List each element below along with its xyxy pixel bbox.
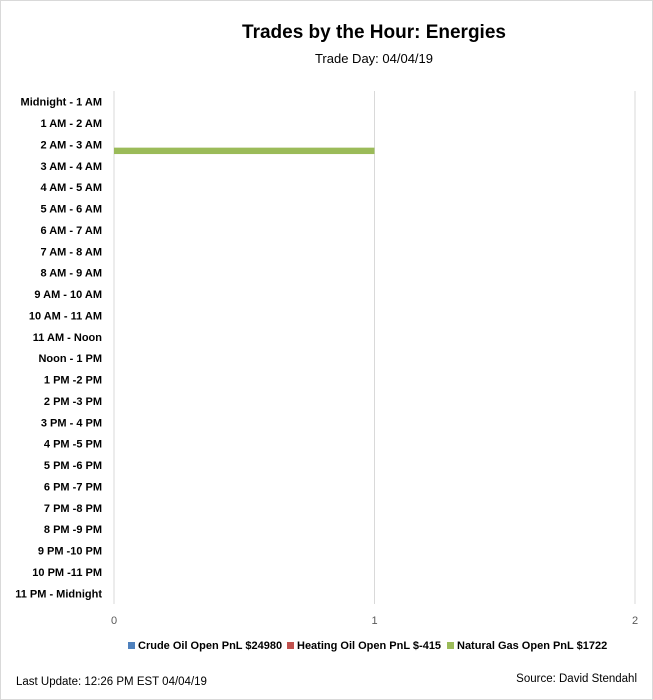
chart-title: Trades by the Hour: Energies: [242, 22, 506, 43]
y-category-label: 3 PM - 4 PM: [40, 417, 102, 430]
y-category-label: 10 PM -11 PM: [32, 566, 102, 579]
y-category-label: 11 AM - Noon: [32, 331, 102, 344]
x-tick-label: 1: [371, 615, 378, 627]
y-category-label: 3 AM - 4 AM: [40, 160, 102, 173]
y-category-label: 2 AM - 3 AM: [40, 139, 102, 152]
y-category-label: 7 AM - 8 AM: [40, 246, 102, 259]
last-update-text: Last Update: 12:26 PM EST 04/04/19: [16, 676, 207, 688]
y-category-label: Noon - 1 PM: [38, 353, 102, 366]
x-tick-label: 0: [110, 615, 118, 627]
y-category-label: 9 PM -10 PM: [37, 545, 102, 558]
y-category-label: 11 PM - Midnight: [15, 588, 102, 601]
y-category-label: 7 PM -8 PM: [43, 502, 102, 515]
legend-label: Natural Gas Open PnL $1722: [457, 640, 608, 652]
y-category-label: 10 AM - 11 AM: [28, 310, 102, 323]
y-category-label: 5 AM - 6 AM: [40, 203, 102, 216]
legend-label: Crude Oil Open PnL $24980: [138, 640, 283, 652]
y-category-label: 6 AM - 7 AM: [40, 224, 102, 237]
legend-swatch: [287, 642, 294, 649]
y-category-label: 2 PM -3 PM: [43, 395, 102, 408]
y-category-label: 5 PM -6 PM: [43, 460, 102, 473]
chart-subtitle: Trade Day: 04/04/19: [314, 51, 434, 66]
y-category-label: 4 PM -5 PM: [43, 438, 102, 451]
y-category-label: 8 PM -9 PM: [43, 524, 102, 537]
y-category-label: 4 AM - 5 AM: [40, 182, 102, 195]
y-category-label: 6 PM -7 PM: [43, 481, 102, 494]
y-category-label: 9 AM - 10 AM: [34, 289, 102, 302]
source-text: Source: David Stendahl: [516, 673, 637, 685]
legend-swatch: [447, 642, 454, 649]
bar: [114, 148, 375, 154]
legend-swatch: [128, 642, 135, 649]
y-category-label: 1 AM - 2 AM: [40, 118, 102, 131]
legend-label: Heating Oil Open PnL $-415: [297, 640, 442, 652]
y-category-label: 1 PM -2 PM: [43, 374, 102, 387]
y-category-label: Midnight - 1 AM: [20, 96, 102, 109]
x-tick-label: 2: [631, 615, 639, 627]
y-category-label: 8 AM - 9 AM: [40, 267, 102, 280]
